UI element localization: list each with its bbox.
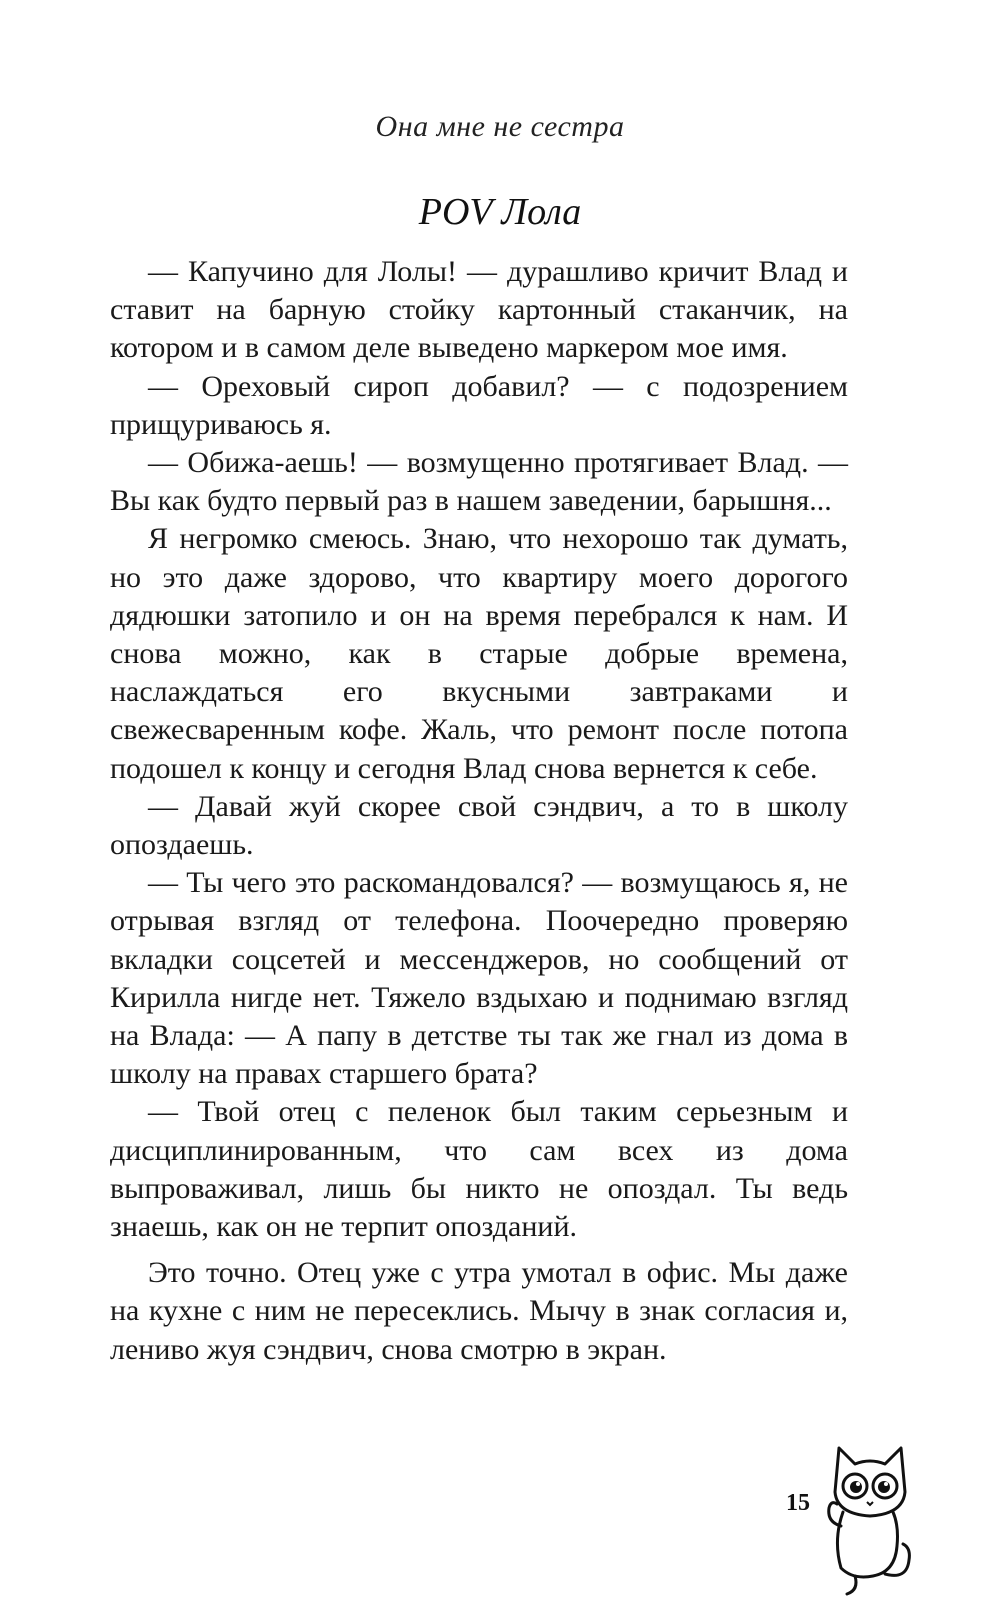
- page-number: 15: [786, 1490, 810, 1516]
- paragraph: Это точно. Отец уже с утра умотал в офис. Мы даже на кухне с ним не пересеклись. Мычу в знак согласия и, лениво жуя сэндвич, снова смотрю в экран.: [110, 1256, 848, 1366]
- paragraph: — Ты чего это раскомандовался? — возмущаюсь я, не отрывая взгляд от телефона. Поочередно проверяю вкладки соцсетей и мессенджеров, но сообщений от Кирилла нигде нет. Тяжело вздыхаю и поднимаю взгляд на Влада: — А папу в детстве ты так же гнал из дома в школу на правах старшего брата?: [110, 866, 848, 1091]
- paragraph: — Капучино для Лолы! — дурашливо кричит Влад и ставит на барную стойку картонный стаканчик, на котором и в самом деле выведено маркером мое имя.: [110, 255, 848, 365]
- running-head: Она мне не сестра: [375, 110, 625, 143]
- paragraph: — Твой отец с пеленок был таким серьезным и дисциплинированным, что сам всех из дома выпроваживал, лишь бы никто не опоздал. Ты ведь знаешь, как он не терпит опозданий.: [110, 1095, 848, 1244]
- paragraph: Я негромко смеюсь. Знаю, что нехорошо так думать, но это даже здорово, что квартиру моего дорогого дядюшки затопило и он на время перебрался к нам. И снова можно, как в старые добрые времена, наслаждаться его вкусными завтраками и свежесваренным кофе. Жаль, что ремонт после потопа подошел к концу и сегодня Влад снова вернется к себе.: [110, 522, 848, 785]
- body-text: [110, 253, 848, 1369]
- paragraph: — Обижа-аешь! — возмущенно протягивает Влад. — Вы как будто первый раз в нашем заведении, барышня...: [110, 446, 848, 518]
- chapter-title: POV Лола: [418, 191, 582, 233]
- cat-icon: [825, 1430, 915, 1600]
- paragraph: — Ореховый сироп добавил? — с подозрением прищуриваюсь я.: [110, 369, 848, 441]
- paragraph: — Давай жуй скорее свой сэндвич, а то в школу опоздаешь.: [110, 789, 848, 862]
